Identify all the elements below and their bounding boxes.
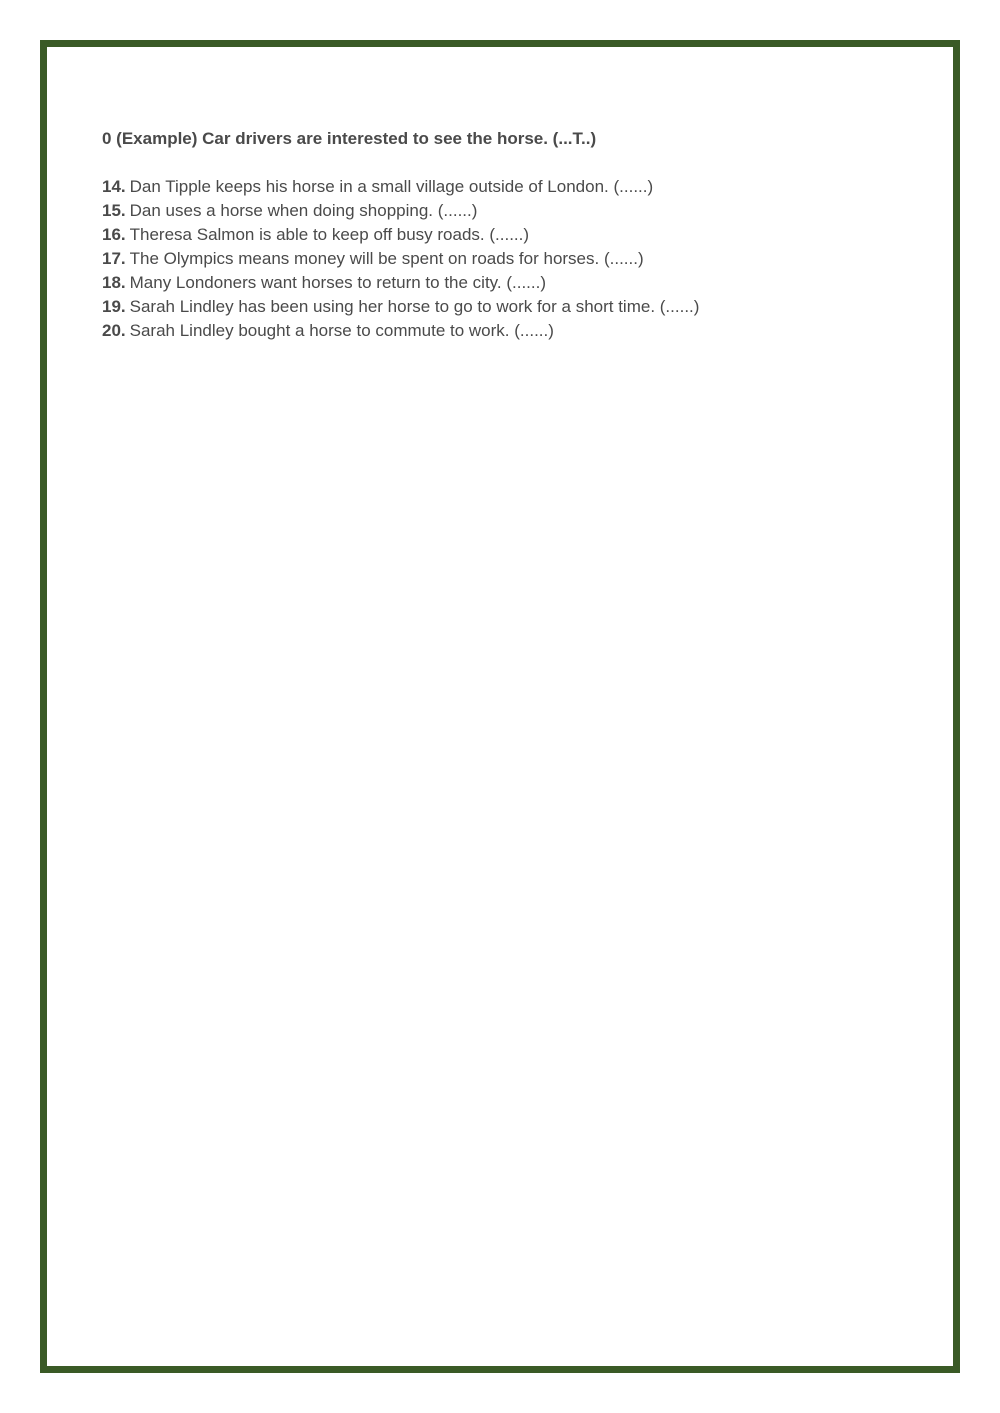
statement-number: 17.: [102, 249, 126, 268]
statement-number: 19.: [102, 297, 126, 316]
page-border: [40, 40, 960, 1373]
true-false-list: [102, 175, 922, 343]
statement-14: [102, 175, 922, 199]
statement-text: Dan uses a horse when doing shopping. (......): [129, 201, 478, 220]
statement-16: [102, 223, 922, 247]
statement-number: 16.: [102, 225, 126, 244]
statement-text: Dan Tipple keeps his horse in a small village outside of London. (......): [129, 177, 654, 196]
statement-text: Sarah Lindley has been using her horse to go to work for a short time. (......): [129, 297, 700, 316]
statement-19: [102, 295, 922, 319]
statement-text: Sarah Lindley bought a horse to commute to work. (......): [129, 321, 554, 340]
statement-17: [102, 247, 922, 271]
statement-18: [102, 271, 922, 295]
statement-text: The Olympics means money will be spent on roads for horses. (......): [129, 249, 644, 268]
worksheet-content: [102, 127, 922, 343]
statement-number: 20.: [102, 321, 126, 340]
statement-15: [102, 199, 922, 223]
example-statement: 0 (Example) Car drivers are interested to see the horse. (...T..): [102, 129, 597, 148]
statement-text: Many Londoners want horses to return to the city. (......): [129, 273, 547, 292]
statement-20: [102, 319, 922, 343]
statement-number: 15.: [102, 201, 126, 220]
statement-number: 14.: [102, 177, 126, 196]
statement-number: 18.: [102, 273, 126, 292]
statement-text: Theresa Salmon is able to keep off busy roads. (......): [129, 225, 530, 244]
